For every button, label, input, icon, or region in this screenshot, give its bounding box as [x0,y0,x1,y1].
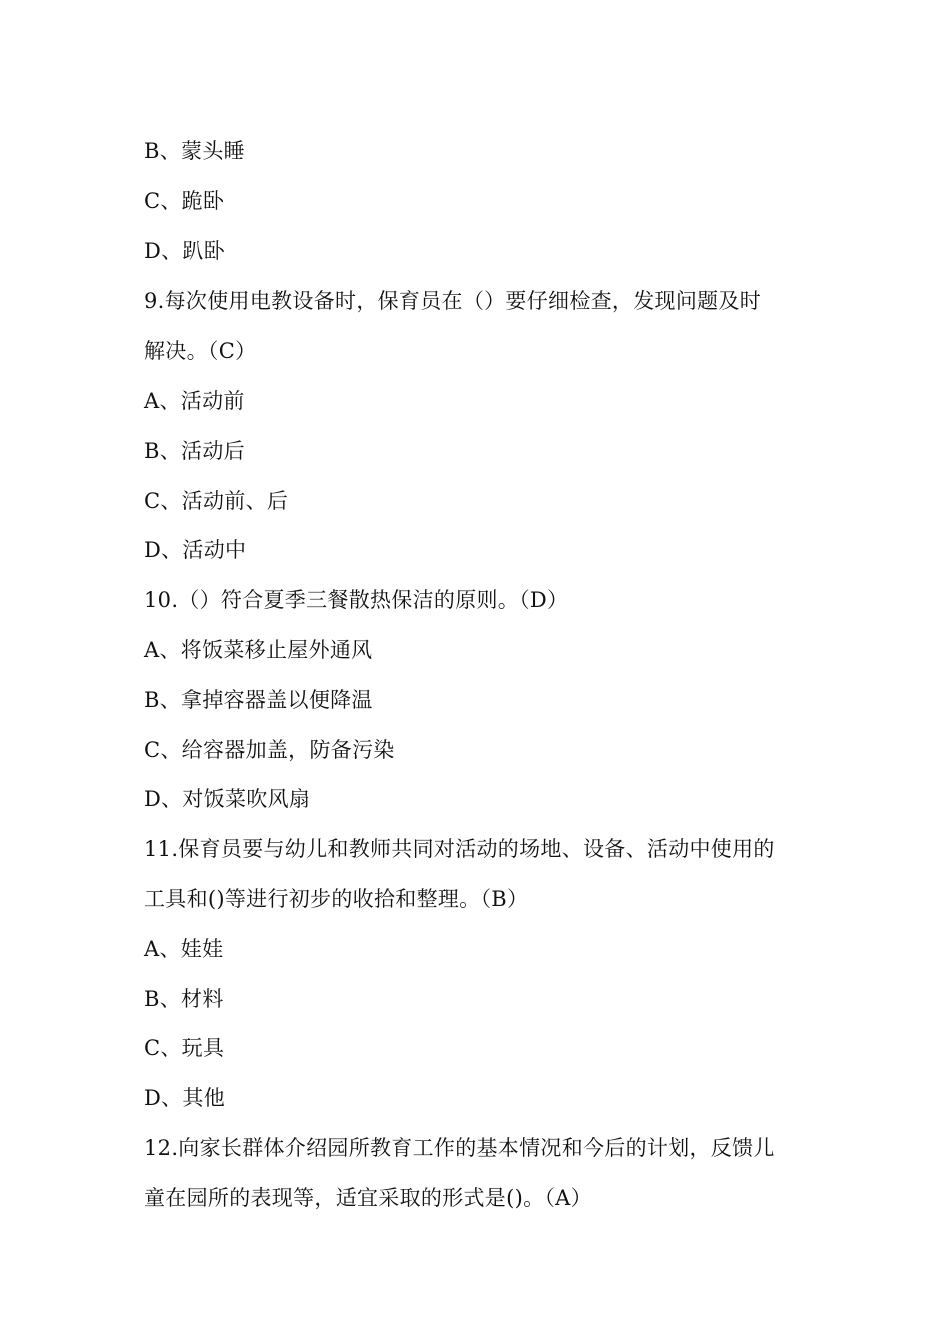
option-d-q10: D、对饭菜吹风扇 [144,787,311,811]
option-b-q11: B、材料 [144,987,224,1011]
option-b-q10: B、拿掉容器盖以便降温 [144,688,373,712]
option-d-q9: D、活动中 [144,538,247,562]
option-c-q8: C、跪卧 [144,189,225,213]
option-d-q8: D、趴卧 [144,239,226,263]
option-c-q9: C、活动前、后 [144,489,289,513]
question-12-line-1: 12.向家长群体介绍园所教育工作的基本情况和今后的计划，反馈儿 [144,1136,775,1160]
option-b-q9: B、活动后 [144,439,245,463]
option-a-q9: A、活动前 [144,389,245,413]
question-11-line-2: 工具和()等进行初步的收拾和整理。（B） [144,887,529,911]
question-12-line-2: 童在园所的表现等，适宜采取的形式是()。（A） [144,1186,592,1210]
question-10: 10.（）符合夏季三餐散热保洁的原则。（D） [144,588,569,612]
question-11-line-1: 11.保育员要与幼儿和教师共同对活动的场地、设备、活动中使用的 [144,837,775,861]
question-9-line-2: 解决。（C） [144,339,257,363]
option-b-q8: B、蒙头睡 [144,139,245,163]
option-c-q11: C、玩具 [144,1036,225,1060]
option-a-q10: A、将饭菜移止屋外通风 [144,638,373,662]
option-a-q11: A、娃娃 [144,937,224,961]
question-9-line-1: 9.每次使用电教设备时，保育员在（）要仔细检查，发现问题及时 [144,289,762,313]
option-c-q10: C、给容器加盖，防备污染 [144,738,395,762]
option-d-q11: D、其他 [144,1086,226,1110]
